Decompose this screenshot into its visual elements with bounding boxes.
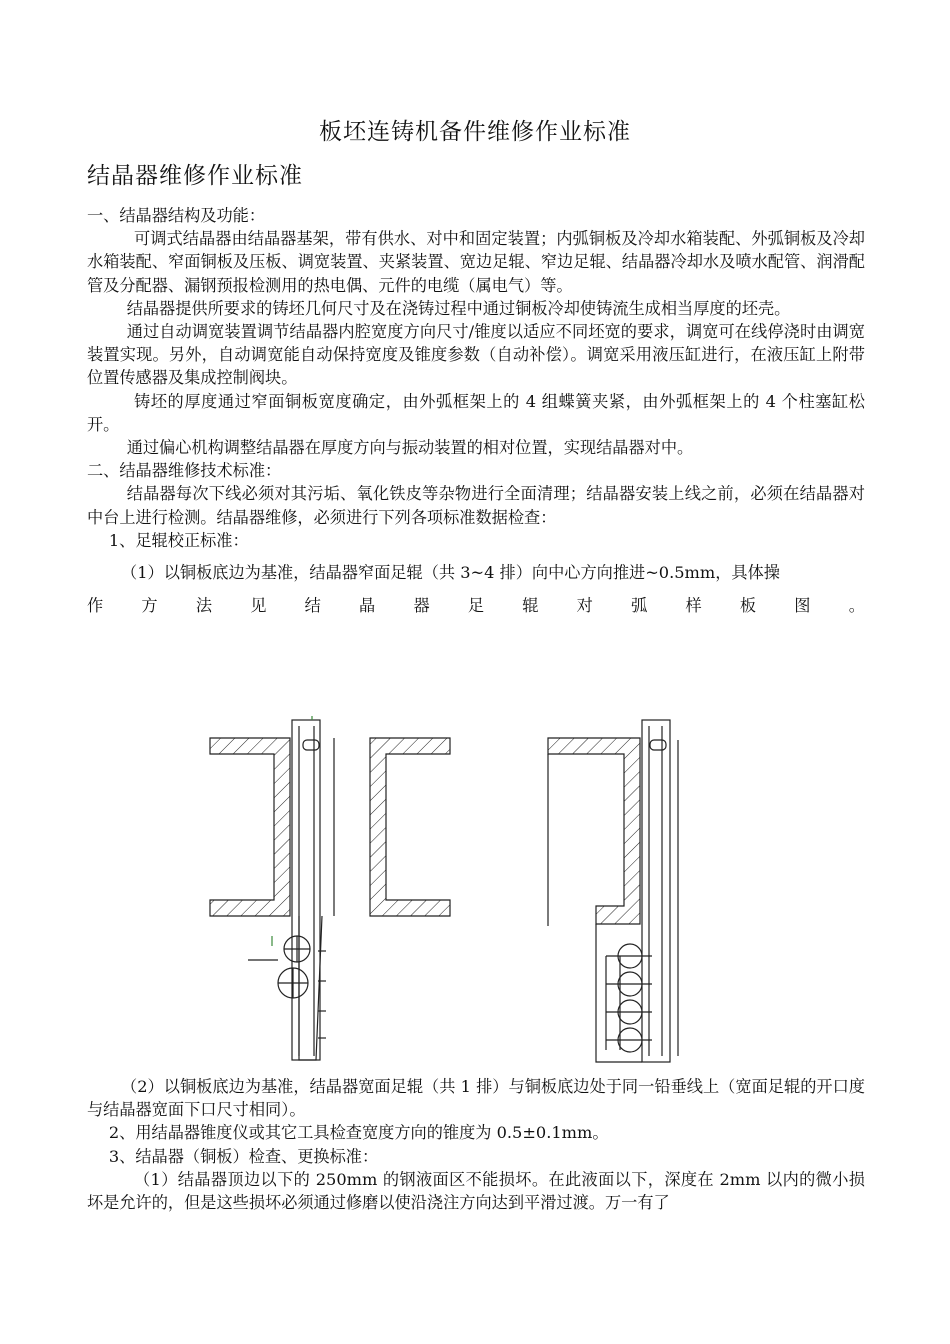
- body-text-upper: [87, 204, 865, 617]
- spread-char: 作: [87, 596, 104, 616]
- spread-char: 器: [413, 596, 430, 616]
- section1-paragraph-3: 通过自动调宽装置调节结晶器内腔宽度方向尺寸/锥度以适应不同坯宽的要求，调宽可在线停浇时由调宽装置实现。另外，自动调宽能自动保持宽度及锥度参数（自动补偿）。调宽采用液压缸进行，在液压缸上附带位置传感器及集成控制阀块。: [87, 322, 865, 388]
- spread-char: 法: [195, 596, 212, 616]
- item1-paragraph-2: （2）以铜板底边为基准，结晶器宽面足辊（共 1 排）与铜板底边处于同一铅垂线上（宽面足辊的开口度与结晶器宽面下口尺寸相同）。: [87, 1077, 865, 1120]
- left-copper-plate: [292, 720, 320, 1060]
- right-drawing-frame: [548, 738, 640, 924]
- item3-heading: 3、结晶器（铜板）检查、更换标准：: [108, 1146, 379, 1166]
- section2-paragraph-1: 结晶器每次下线必须对其污垢、氧化铁皮等杂物进行全面清理；结晶器安装上线之前，必须在结晶器对中台上进行检测。结晶器维修，必须进行下列各项标准数据检查：: [87, 484, 865, 527]
- spread-char: 足: [467, 596, 485, 616]
- item1-paragraph-1-continuation: [87, 594, 865, 617]
- spread-char: 方: [141, 596, 158, 616]
- section2-heading: 二、结晶器维修技术标准：: [87, 461, 282, 481]
- section-title: 结晶器维修作业标准: [87, 163, 303, 189]
- spread-char: 样: [685, 596, 702, 616]
- item1-paragraph-1: （1）以铜板底边为基准，结晶器窄面足辊（共 3~4 排）向中心方向推进~0.5mm，具体操: [121, 563, 780, 583]
- spread-char: 辊: [522, 596, 539, 616]
- right-drawing-copper-plate: [642, 720, 670, 1062]
- section1-heading: 一、结晶器结构及功能：: [87, 206, 266, 225]
- section1-paragraph-5: 通过偏心机构调整结晶器在厚度方向与振动装置的相对位置，实现结晶器对中。: [126, 438, 694, 458]
- left-frame-hatched-section: [210, 738, 290, 916]
- spread-char: 。: [848, 596, 865, 616]
- foot-roller-template-figure: [200, 716, 690, 1068]
- spread-char: 对: [576, 596, 593, 616]
- item1-heading: 1、足辊校正标准：: [108, 530, 249, 550]
- section1-paragraph-1: 可调式结晶器由结晶器基架，带有供水、对中和固定装置；内弧铜板及冷却水箱装配、外弧铜板及冷却水箱装配、窄面铜板及压板、调宽装置、夹紧装置、宽边足辊、窄边足辊、结晶器冷却水及喷水配管、润滑配管及分配器、漏钢预报检测用的热电偶、元件的电缆（属电气）等。: [87, 229, 865, 295]
- right-frame-hatched-section: [370, 738, 450, 916]
- body-text-lower: [87, 1075, 865, 1214]
- spread-char: 图: [794, 596, 811, 616]
- spread-char: 弧: [631, 596, 648, 616]
- spread-char: 晶: [359, 596, 376, 616]
- spread-char: 结: [304, 596, 321, 616]
- item2-text: 2、用结晶器锥度仪或其它工具检查宽度方向的锥度为 0.5±0.1mm。: [108, 1123, 609, 1143]
- section1-paragraph-4: 铸坯的厚度通过窄面铜板宽度确定，由外弧框架上的 4 组蝶簧夹紧，由外弧框架上的 4 个柱塞缸松开。: [87, 391, 865, 434]
- document-title: 板坯连铸机备件维修作业标准: [319, 119, 631, 145]
- item3-paragraph-1: （1）结晶器顶边以下的 250mm 的钢液面区不能损坏。在此液面以下，深度在 2mm 以内的微小损坏是允许的，但是这些损坏必须通过修磨以使沿浇注方向达到平滑过渡。万一有了: [87, 1169, 865, 1213]
- spread-char: 板: [739, 596, 757, 616]
- section1-paragraph-2: 结晶器提供所要求的铸坯几何尺寸及在浇铸过程中通过铜板冷却使铸流生成相当厚度的坯壳。: [126, 298, 791, 318]
- spread-char: 见: [250, 596, 267, 616]
